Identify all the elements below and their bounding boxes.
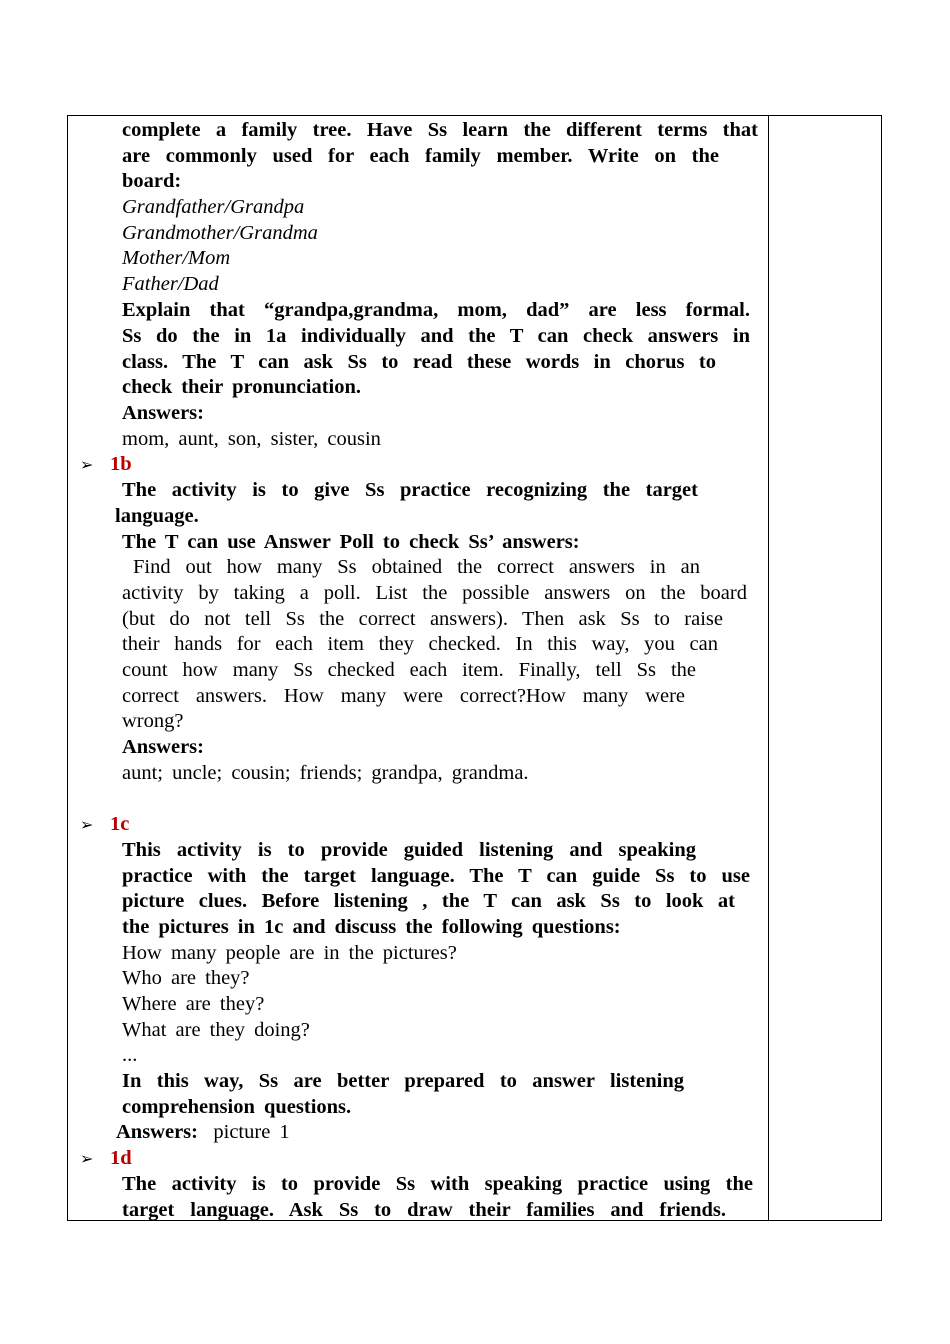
- s1b-line: The activity is to give Ss practice recognizing the target: [122, 479, 698, 501]
- s1c-line: the pictures in 1c and discuss the following questions:: [122, 916, 621, 938]
- s1b-poll-line: Find out how many Ss obtained the correct answers in an: [133, 556, 700, 578]
- intro-explain-line: check their pronunciation.: [122, 376, 362, 398]
- s1c-line: picture clues. Before listening , the T can ask Ss to look at: [122, 890, 735, 912]
- answers-text: aunt; uncle; cousin; friends; grandpa, grandma.: [122, 761, 529, 784]
- s1b-line: language.: [115, 505, 199, 527]
- section-heading-1c: [80, 812, 129, 838]
- s1b-poll-line: correct answers. How many were correct?How many were: [122, 684, 685, 707]
- family-term: Father/Dad: [122, 273, 219, 295]
- s1d-line: The activity is to provide Ss with speaking practice using the: [122, 1173, 753, 1195]
- s1b-poll-line: count how many Ss checked each item. Finally, tell Ss the: [122, 659, 696, 681]
- lesson-table: [67, 115, 882, 1221]
- answers-text: mom, aunt, son, sister, cousin: [122, 427, 381, 450]
- family-term: Mother/Mom: [122, 247, 231, 269]
- section-label: 1d: [110, 1147, 132, 1169]
- s1b-line: The T can use Answer Poll to check Ss’ answers:: [122, 530, 580, 553]
- intro-line: are commonly used for each family member. Write on the: [122, 144, 719, 167]
- s1b-poll-line: wrong?: [122, 710, 184, 732]
- section-heading-1b: [80, 452, 132, 478]
- lesson-content-cell: [68, 116, 768, 1220]
- intro-line: board:: [122, 170, 182, 192]
- intro-line: complete a family tree. Have Ss learn the different terms that: [122, 119, 758, 141]
- s1c-line: comprehension questions.: [122, 1095, 352, 1118]
- answers-label: Answers:: [122, 736, 204, 758]
- s1c-line: practice with the target language. The T can guide Ss to use: [122, 864, 750, 887]
- intro-explain-line: Ss do the in 1a individually and the T can check answers in: [122, 325, 750, 347]
- arrow-bullet-icon: ➢: [80, 1149, 94, 1168]
- family-term: Grandfather/Grandpa: [122, 196, 305, 218]
- discussion-question: What are they doing?: [122, 1018, 310, 1041]
- family-term: Grandmother/Grandma: [122, 221, 318, 244]
- s1b-poll-line: activity by taking a poll. List the possible answers on the board: [122, 582, 747, 604]
- s1c-line: This activity is to provide guided listening and speaking: [122, 839, 696, 861]
- discussion-question: Who are they?: [122, 967, 250, 989]
- discussion-question: Where are they?: [122, 993, 265, 1015]
- answers-row: [116, 1120, 290, 1146]
- section-label: 1b: [110, 453, 132, 475]
- arrow-bullet-icon: ➢: [80, 455, 94, 474]
- discussion-question: How many people are in the pictures?: [122, 941, 457, 964]
- section-heading-1d: [80, 1146, 132, 1172]
- intro-explain-line: Explain that “grandpa,grandma, mom, dad” are less formal.: [122, 299, 750, 321]
- answers-label: Answers:: [122, 402, 204, 424]
- intro-explain-line: class. The T can ask Ss to read these words in chorus to: [122, 350, 716, 373]
- s1c-line: In this way, Ss are better prepared to answer listening: [122, 1070, 684, 1092]
- answers-label: Answers:: [116, 1121, 198, 1143]
- s1b-poll-line: their hands for each item they checked. In this way, you can: [122, 633, 718, 655]
- section-label: 1c: [110, 813, 130, 835]
- s1b-poll-line: (but do not tell Ss the correct answers). Then ask Ss to raise: [122, 607, 723, 630]
- discussion-question: ...: [122, 1044, 138, 1066]
- s1d-line: target language. Ask Ss to draw their families and friends.: [122, 1198, 726, 1220]
- column-divider: [768, 116, 769, 1220]
- answers-text: picture 1: [213, 1121, 290, 1143]
- arrow-bullet-icon: ➢: [80, 815, 94, 834]
